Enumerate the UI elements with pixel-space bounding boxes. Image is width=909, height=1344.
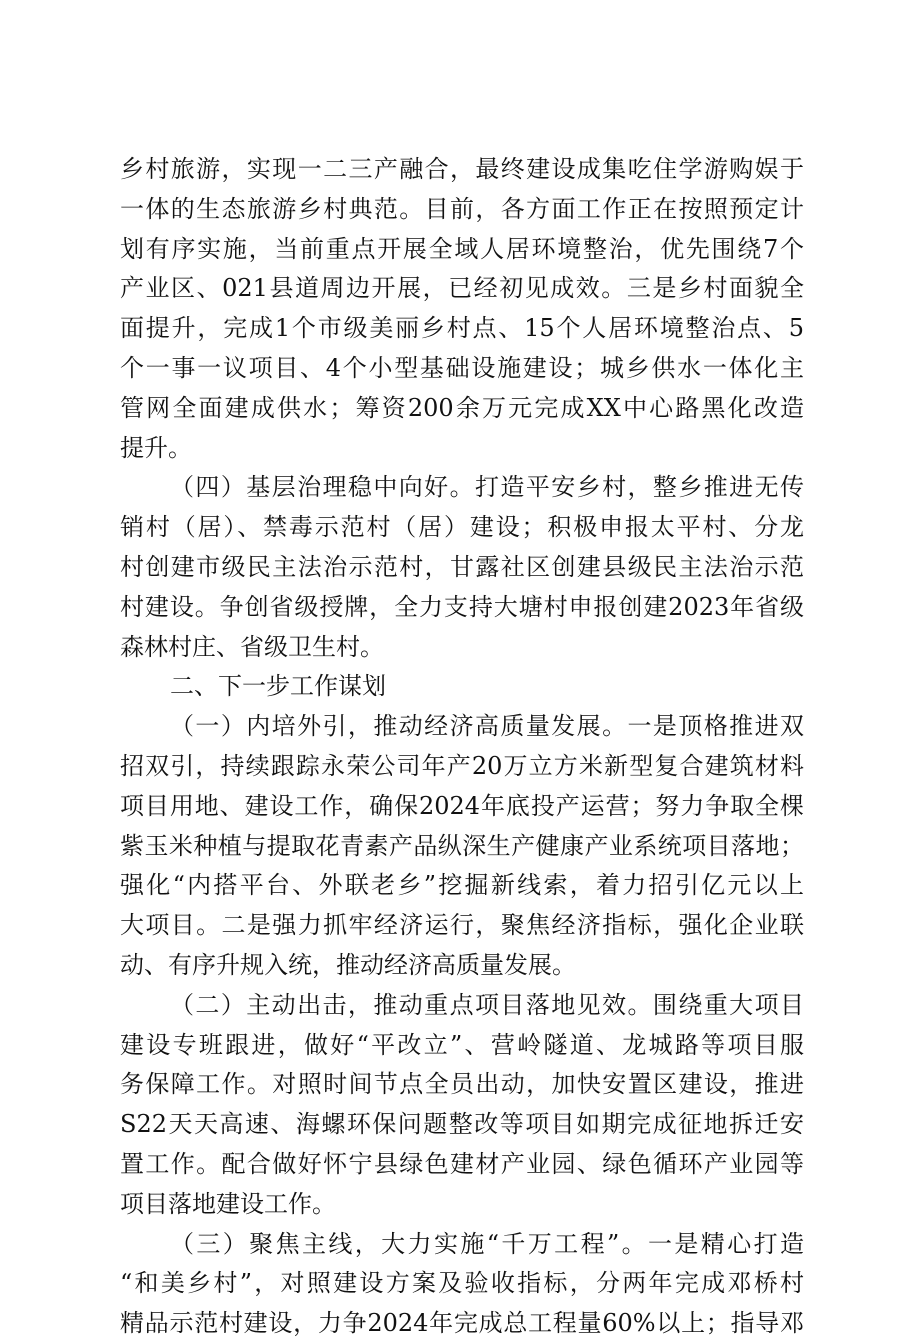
text-line: 项目用地、建设工作，确保2024年底投产运营；努力争取全棵 [120,791,804,820]
text-line: 提升。 [120,433,192,462]
text-line: 个一事一议项目、4个小型基础设施建设；城乡供水一体化主 [120,353,804,382]
text-line: 面提升，完成1个市级美丽乡村点、15个人居环境整治点、5 [120,314,804,343]
text-line: 项目落地建设工作。 [120,1189,336,1218]
text-line: 建设专班跟进，做好“平改立”、营岭隧道、龙城路等项目服 [120,1030,804,1059]
text-line: 置工作。配合做好怀宁县绿色建材产业园、绿色循环产业园等 [120,1149,804,1178]
text-line: 务保障工作。对照时间节点全员出动，加快安置区建设，推进 [120,1070,804,1099]
text-line: 乡村旅游，实现一二三产融合，最终建设成集吃住学游购娱于 [120,155,804,183]
text-line: 销村（居）、禁毒示范村（居）建设；积极申报太平村、分龙 [120,513,804,542]
text-line: “和美乡村”，对照建设方案及验收指标，分两年完成邓桥村 [120,1269,804,1298]
paragraph-heading-2: （二）主动出击，推动重点项目落地见效。围绕重大项目 [170,990,804,1019]
text-line: 村创建市级民主法治示范村，甘露社区创建县级民主法治示范 [120,552,804,581]
paragraph-heading-4: （四）基层治理稳中向好。打造平安乡村，整乡推进无传 [170,473,804,502]
document-body [120,150,804,1344]
paragraph-heading-3: （三）聚焦主线，大力实施“千万工程”。一是精心打造 [170,1229,804,1258]
text-line: 精品示范村建设，力争2024年完成总工程量60%以上；指导邓 [120,1309,804,1338]
text-line: 强化“内搭平台、外联老乡”挖掘新线索，着力招引亿元以上 [120,871,804,900]
text-line: 大项目。二是强力抓牢经济运行，聚焦经济指标，强化企业联 [120,911,804,940]
text-line: 森林村庄、省级卫生村。 [120,632,384,661]
text-line: 产业区、021县道周边开展，已经初见成效。三是乡村面貌全 [120,274,804,303]
text-line: 紫玉米种植与提取花青素产品纵深生产健康产业系统项目落地； [120,831,804,860]
section-heading: 二、下一步工作谋划 [170,672,386,701]
text-line: 村建设。争创省级授牌，全力支持大塘村申报创建2023年省级 [120,592,804,621]
paragraph-heading-1: （一）内培外引，推动经济高质量发展。一是顶格推进双 [170,712,804,741]
text-line: 管网全面建成供水；筹资200余万元完成XX中心路黑化改造 [120,393,804,422]
text-line: S22天天高速、海螺环保问题整改等项目如期完成征地拆迁安 [120,1110,804,1139]
text-line: 招双引，持续跟踪永荣公司年产20万立方米新型复合建筑材料 [120,751,804,780]
text-line: 一体的生态旅游乡村典范。目前，各方面工作正在按照预定计 [120,194,804,223]
text-line: 动、有序升规入统，推动经济高质量发展。 [120,950,576,979]
text-line: 划有序实施，当前重点开展全域人居环境整治，优先围绕7个 [120,234,804,263]
